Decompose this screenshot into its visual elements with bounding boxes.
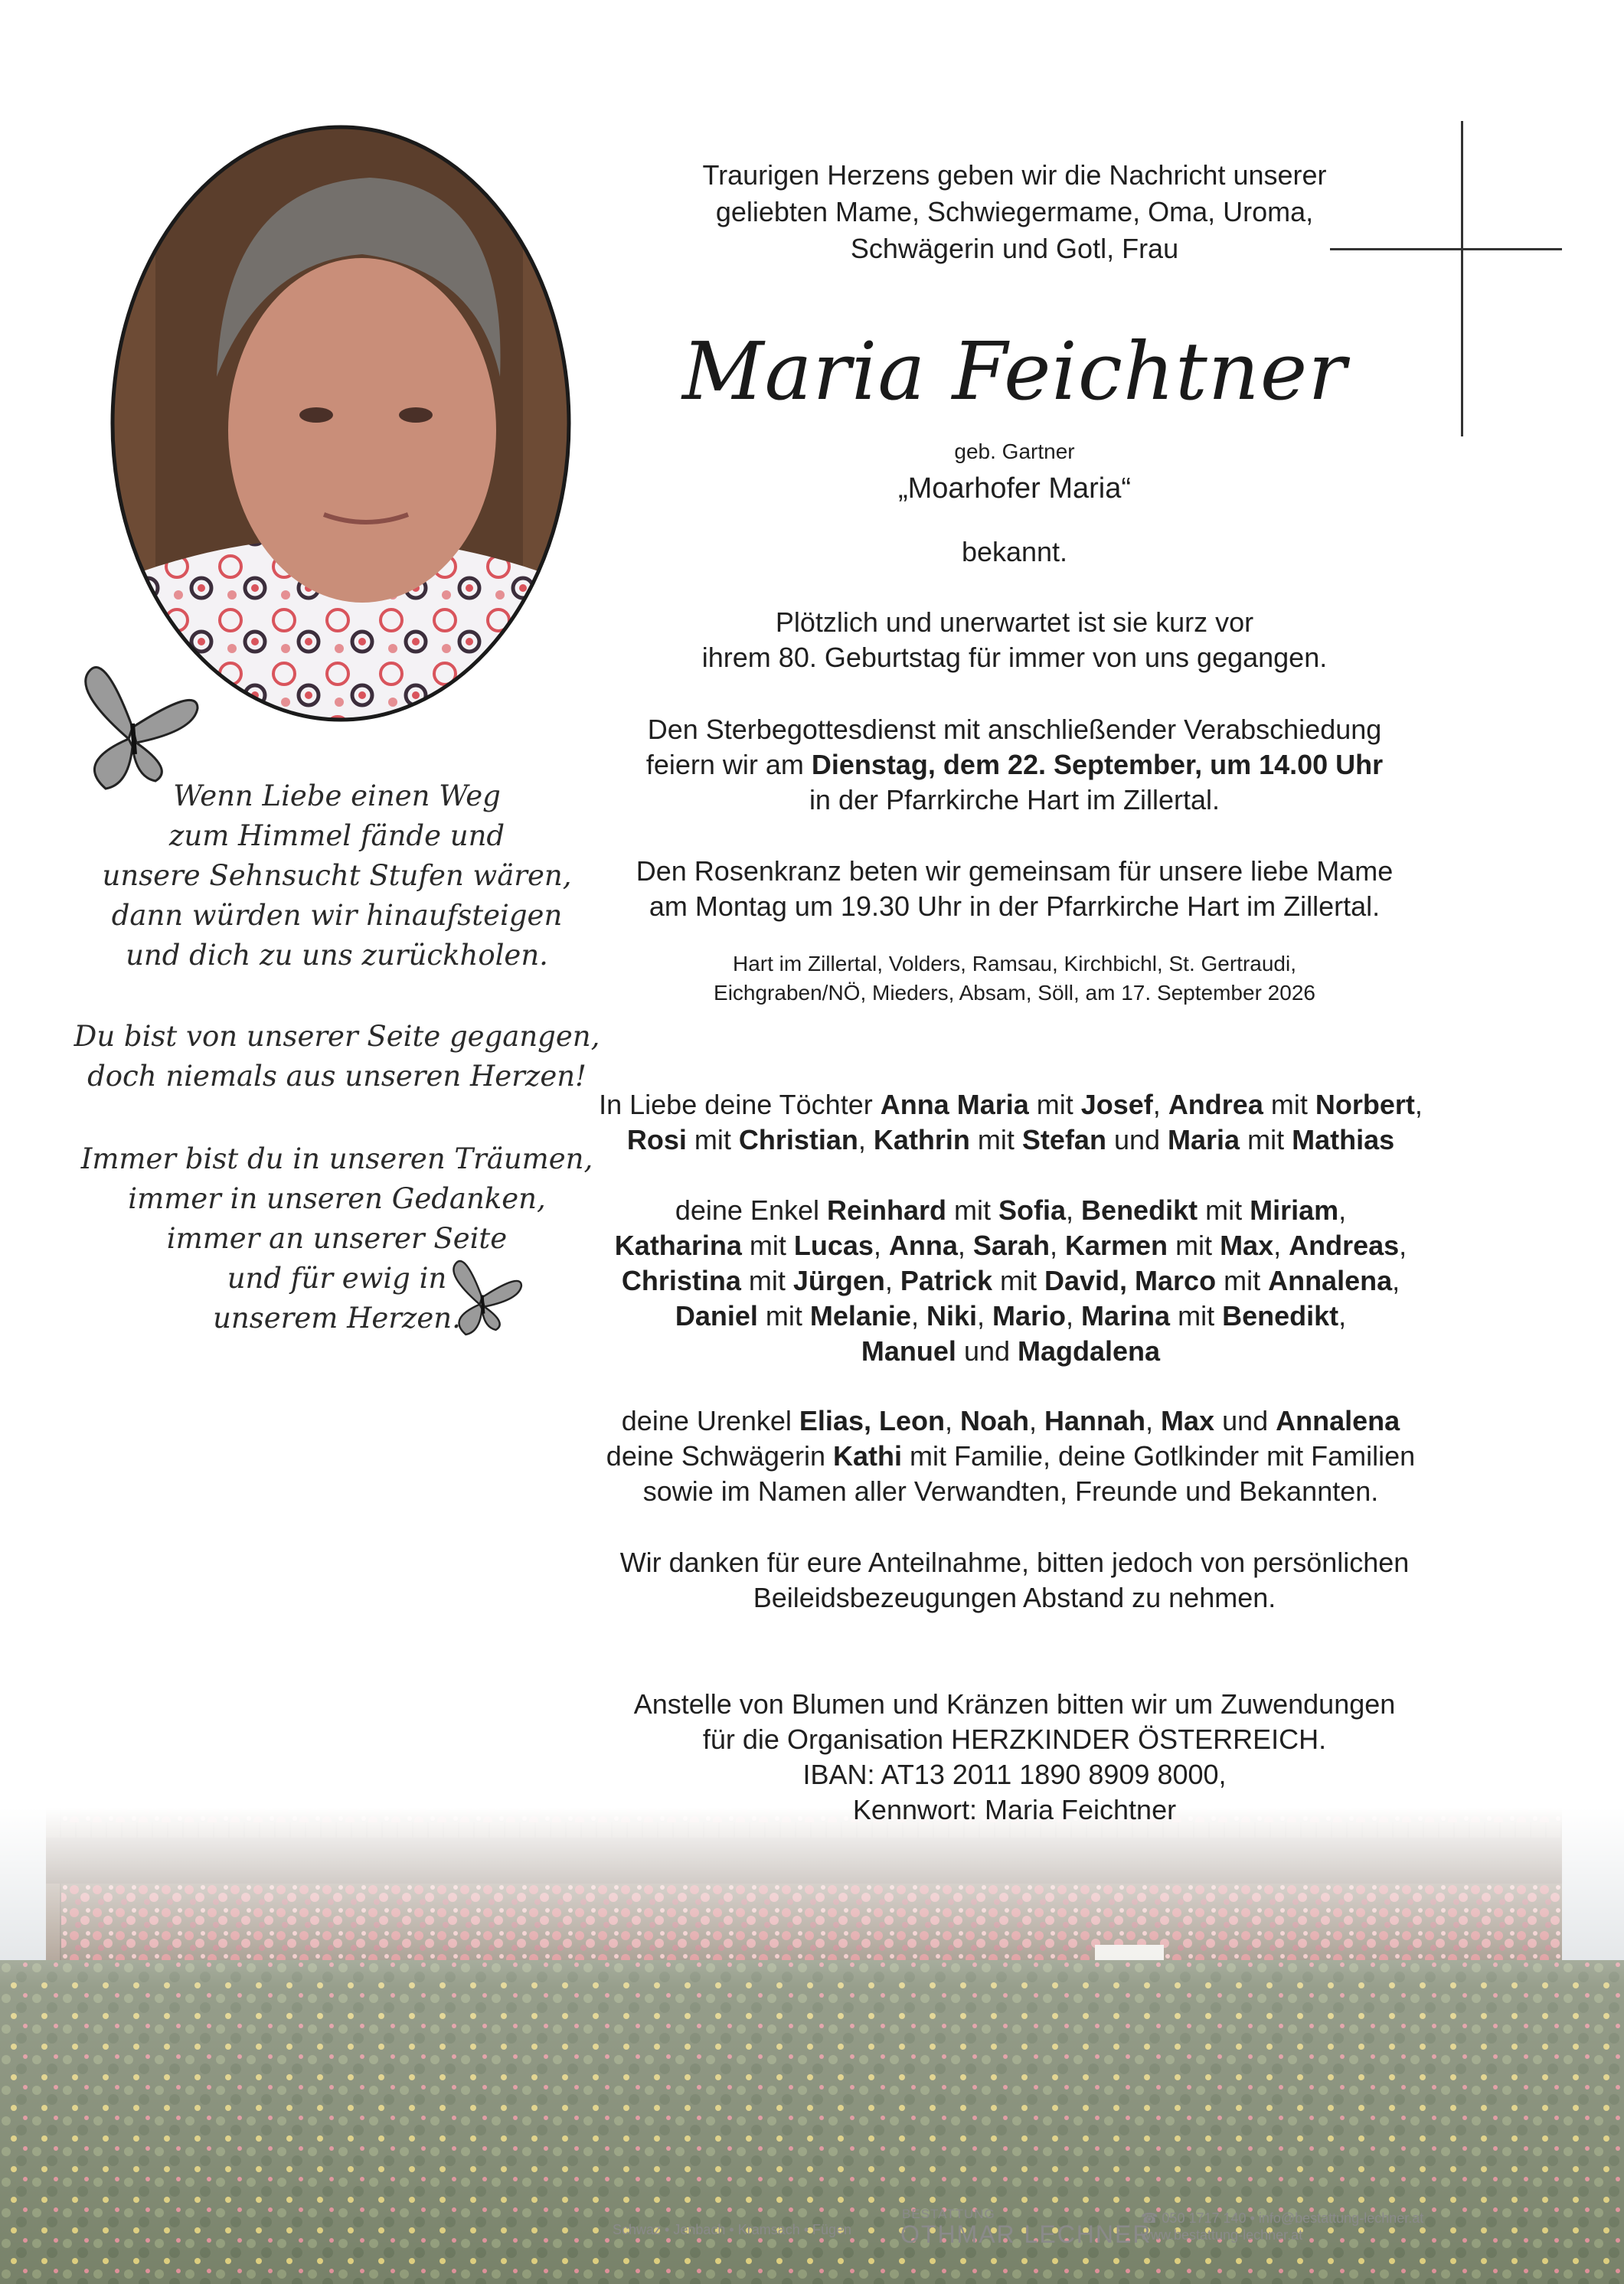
family-text: mit	[1198, 1194, 1250, 1226]
family-text: ,	[944, 1405, 960, 1436]
family-name: Annalena	[1276, 1405, 1400, 1436]
poem-line: Du bist von unserer Seite gegangen,	[74, 1020, 600, 1053]
family-name: David, Marco	[1044, 1265, 1217, 1296]
family-name: Reinhard	[826, 1194, 947, 1226]
family-text: ,	[873, 1230, 889, 1261]
funeral-home-footer	[0, 2207, 1624, 2253]
funeral-line: in der Pfarrkirche Hart im Zillertal.	[809, 784, 1220, 815]
intro-line: geliebten Mame, Schwiegermame, Oma, Uroma,	[715, 196, 1314, 227]
family-text: mit	[1263, 1089, 1315, 1120]
family-name: Karmen	[1065, 1230, 1168, 1261]
family-text: ,	[1049, 1230, 1065, 1261]
family-name: Josef	[1080, 1089, 1153, 1120]
family-great-grandchildren	[567, 1403, 1455, 1509]
rosary-info	[582, 854, 1447, 924]
cross-vertical	[1461, 121, 1463, 436]
thanks-line: Beileidsbezeugungen Abstand zu nehmen.	[753, 1582, 1276, 1613]
announced-text: bekannt.	[961, 536, 1068, 567]
poem-line: doch niemals aus unseren Herzen!	[87, 1060, 587, 1093]
family-name: Melanie	[809, 1300, 911, 1332]
family-text: und	[956, 1335, 1018, 1367]
family-text: mit	[740, 1265, 793, 1296]
family-daughters	[567, 1087, 1455, 1158]
family-text: ,	[976, 1300, 992, 1332]
family-text: ,	[1066, 1300, 1082, 1332]
family-name: Anna Maria	[880, 1089, 1029, 1120]
family-name: Mathias	[1292, 1124, 1395, 1155]
family-text: deine Enkel	[675, 1194, 827, 1226]
family-text: und	[1214, 1405, 1276, 1436]
family-text: mit	[1170, 1300, 1223, 1332]
poem-line: und dich zu uns zurückholen.	[126, 939, 548, 972]
family-text: und	[1106, 1124, 1168, 1155]
rosary-line: Den Rosenkranz beten wir gemeinsam für unsere liebe Mame	[636, 855, 1394, 887]
family-name: Sofia	[998, 1194, 1067, 1226]
family-text: ,	[1338, 1300, 1347, 1332]
places-line: Hart im Zillertal, Volders, Ramsau, Kirchbichl, St. Gertraudi,	[732, 952, 1296, 975]
funeral-info	[582, 712, 1447, 818]
death-notice	[582, 605, 1447, 675]
family-name: Manuel	[861, 1335, 956, 1367]
family-text: mit	[1168, 1230, 1220, 1261]
family-text: ,	[1273, 1230, 1289, 1261]
poem-stanza-2	[46, 1017, 628, 1096]
family-name: Elias, Leon	[799, 1405, 945, 1436]
thanks-text	[582, 1545, 1447, 1616]
poem-line: immer an unserer Seite	[166, 1222, 508, 1255]
family-name: Kathi	[833, 1440, 902, 1472]
family-name: Katharina	[614, 1230, 742, 1261]
family-name: Max	[1220, 1230, 1274, 1261]
footer-brand: OTHMAR LECHNER	[900, 2220, 1152, 2248]
family-name: Anna	[888, 1230, 958, 1261]
footer-brand-top: BESTATTUNG	[902, 2207, 995, 2221]
footer-phone: ☎ 050 1717 140 • info@bestattung-lechner.at	[1141, 2210, 1424, 2226]
family-text: ,	[1338, 1194, 1347, 1226]
family-text: mit	[686, 1124, 739, 1155]
family-name: Lucas	[793, 1230, 874, 1261]
donation-text	[582, 1687, 1447, 1828]
family-name: Christina	[621, 1265, 741, 1296]
family-text: ,	[1399, 1230, 1407, 1261]
nickname: „Moarhofer Maria“	[897, 472, 1132, 505]
poem-stanza-3	[46, 1139, 628, 1338]
portrait-photo	[109, 124, 572, 723]
deceased-name: Maria Feichtner	[681, 325, 1348, 418]
family-name: Jürgen	[792, 1265, 885, 1296]
family-name: Mario	[992, 1300, 1067, 1332]
family-text: deine Urenkel	[621, 1405, 799, 1436]
family-text: ,	[884, 1265, 900, 1296]
family-name: Marina	[1081, 1300, 1171, 1332]
family-text: ,	[910, 1300, 926, 1332]
family-text: ,	[1414, 1089, 1423, 1120]
family-name: Noah	[960, 1405, 1029, 1436]
family-line	[567, 1122, 1455, 1158]
poem-line: immer in unseren Gedanken,	[128, 1182, 546, 1215]
family-name: Kathrin	[873, 1124, 970, 1155]
maiden-name: geb. Gartner	[954, 439, 1075, 463]
family-name: Benedikt	[1081, 1194, 1198, 1226]
family-name: Niki	[926, 1300, 977, 1332]
family-text: ,	[858, 1124, 874, 1155]
family-name: Annalena	[1268, 1265, 1393, 1296]
donation-line: Anstelle von Blumen und Kränzen bitten wir um Zuwendungen	[633, 1688, 1396, 1720]
family-name: Sarah	[972, 1230, 1050, 1261]
donation-line: IBAN: AT13 2011 1890 8909 8000,	[802, 1759, 1227, 1790]
family-text: mit Familie, deine Gotlkinder mit Familien	[902, 1440, 1416, 1472]
family-name: Andreas	[1289, 1230, 1400, 1261]
family-name: Patrick	[900, 1265, 992, 1296]
family-text: mit	[946, 1194, 999, 1226]
family-line	[567, 1263, 1455, 1299]
poem-line: dann würden wir hinaufsteigen	[111, 899, 563, 932]
poem-line: unserem Herzen.	[213, 1302, 461, 1335]
footer-towns: Schwaz • Jenbach • Kramsach • Fügen	[613, 2222, 852, 2237]
death-line: ihrem 80. Geburtstag für immer von uns gegangen.	[701, 642, 1328, 673]
poem-line: zum Himmel fände und	[168, 819, 505, 852]
family-text: mit	[1240, 1124, 1292, 1155]
family-text: deine Schwägerin	[606, 1440, 833, 1472]
donation-line: für die Organisation HERZKINDER ÖSTERREICH.	[702, 1724, 1327, 1755]
family-name: Christian	[738, 1124, 858, 1155]
family-text: ,	[957, 1230, 973, 1261]
family-name: Benedikt	[1222, 1300, 1339, 1332]
funeral-line: Den Sterbegottesdienst mit anschließender Verabschiedung	[647, 714, 1382, 745]
family-name: Rosi	[626, 1124, 687, 1155]
poem-line: unsere Sehnsucht Stufen wären,	[102, 859, 572, 892]
family-text: ,	[1152, 1089, 1168, 1120]
family-text: mit	[1216, 1265, 1269, 1296]
family-name: Andrea	[1168, 1089, 1263, 1120]
family-grandchildren	[567, 1193, 1455, 1369]
donation-line: Kennwort: Maria Feichtner	[852, 1794, 1177, 1825]
family-text: In Liebe deine Töchter	[599, 1089, 881, 1120]
family-name: Miriam	[1250, 1194, 1339, 1226]
family-line	[567, 1228, 1455, 1263]
footer-contact	[1141, 2210, 1423, 2243]
family-text: mit	[741, 1230, 794, 1261]
poem-line: Wenn Liebe einen Weg	[173, 779, 501, 812]
footer-web: www.bestattung-lechner.at	[1141, 2227, 1303, 2243]
places-line: Eichgraben/NÖ, Mieders, Absam, Söll, am 17. September 2026	[714, 981, 1315, 1005]
family-line	[567, 1474, 1455, 1509]
family-text: ,	[1029, 1405, 1045, 1436]
funeral-date-pre: feiern wir am	[645, 749, 812, 780]
family-text: ,	[1145, 1405, 1162, 1436]
rosary-line: am Montag um 19.30 Uhr in der Pfarrkirche Hart im Zillertal.	[649, 890, 1381, 922]
family-text: mit	[757, 1300, 810, 1332]
family-line	[567, 1193, 1455, 1228]
intro-line: Schwägerin und Gotl, Frau	[850, 233, 1179, 264]
family-text: mit	[969, 1124, 1022, 1155]
funeral-date: Dienstag, dem 22. September, um 14.00 Uhr	[811, 749, 1384, 780]
family-text: sowie im Namen aller Verwandten, Freunde und Bekannten.	[642, 1475, 1379, 1507]
family-name: Hannah	[1044, 1405, 1146, 1436]
family-name: Magdalena	[1018, 1335, 1161, 1367]
family-line	[567, 1439, 1455, 1474]
family-text: ,	[1066, 1194, 1082, 1226]
family-line	[567, 1087, 1455, 1122]
thanks-line: Wir danken für eure Anteilnahme, bitten jedoch von persönlichen	[619, 1547, 1410, 1578]
family-line	[567, 1403, 1455, 1439]
poem-line: und für ewig in	[227, 1262, 447, 1295]
family-name: Daniel	[675, 1300, 758, 1332]
family-line	[567, 1299, 1455, 1334]
intro-text	[582, 157, 1447, 267]
family-text: mit	[1028, 1089, 1081, 1120]
poem-line: Immer bist du in unseren Träumen,	[80, 1142, 593, 1175]
family-text: mit	[992, 1265, 1044, 1296]
poem-stanza-1	[46, 776, 628, 975]
butterfly-icon	[60, 655, 205, 796]
family-text: ,	[1392, 1265, 1400, 1296]
death-line: Plötzlich und unerwartet ist sie kurz vor	[775, 606, 1254, 638]
family-name: Stefan	[1021, 1124, 1106, 1155]
places-date	[582, 949, 1447, 1008]
family-name: Maria	[1168, 1124, 1240, 1155]
family-name: Max	[1161, 1405, 1215, 1436]
family-line	[567, 1334, 1455, 1369]
intro-line: Traurigen Herzens geben wir die Nachricht unserer	[702, 159, 1327, 191]
family-name: Norbert	[1315, 1089, 1415, 1120]
funeral-line	[582, 747, 1447, 783]
